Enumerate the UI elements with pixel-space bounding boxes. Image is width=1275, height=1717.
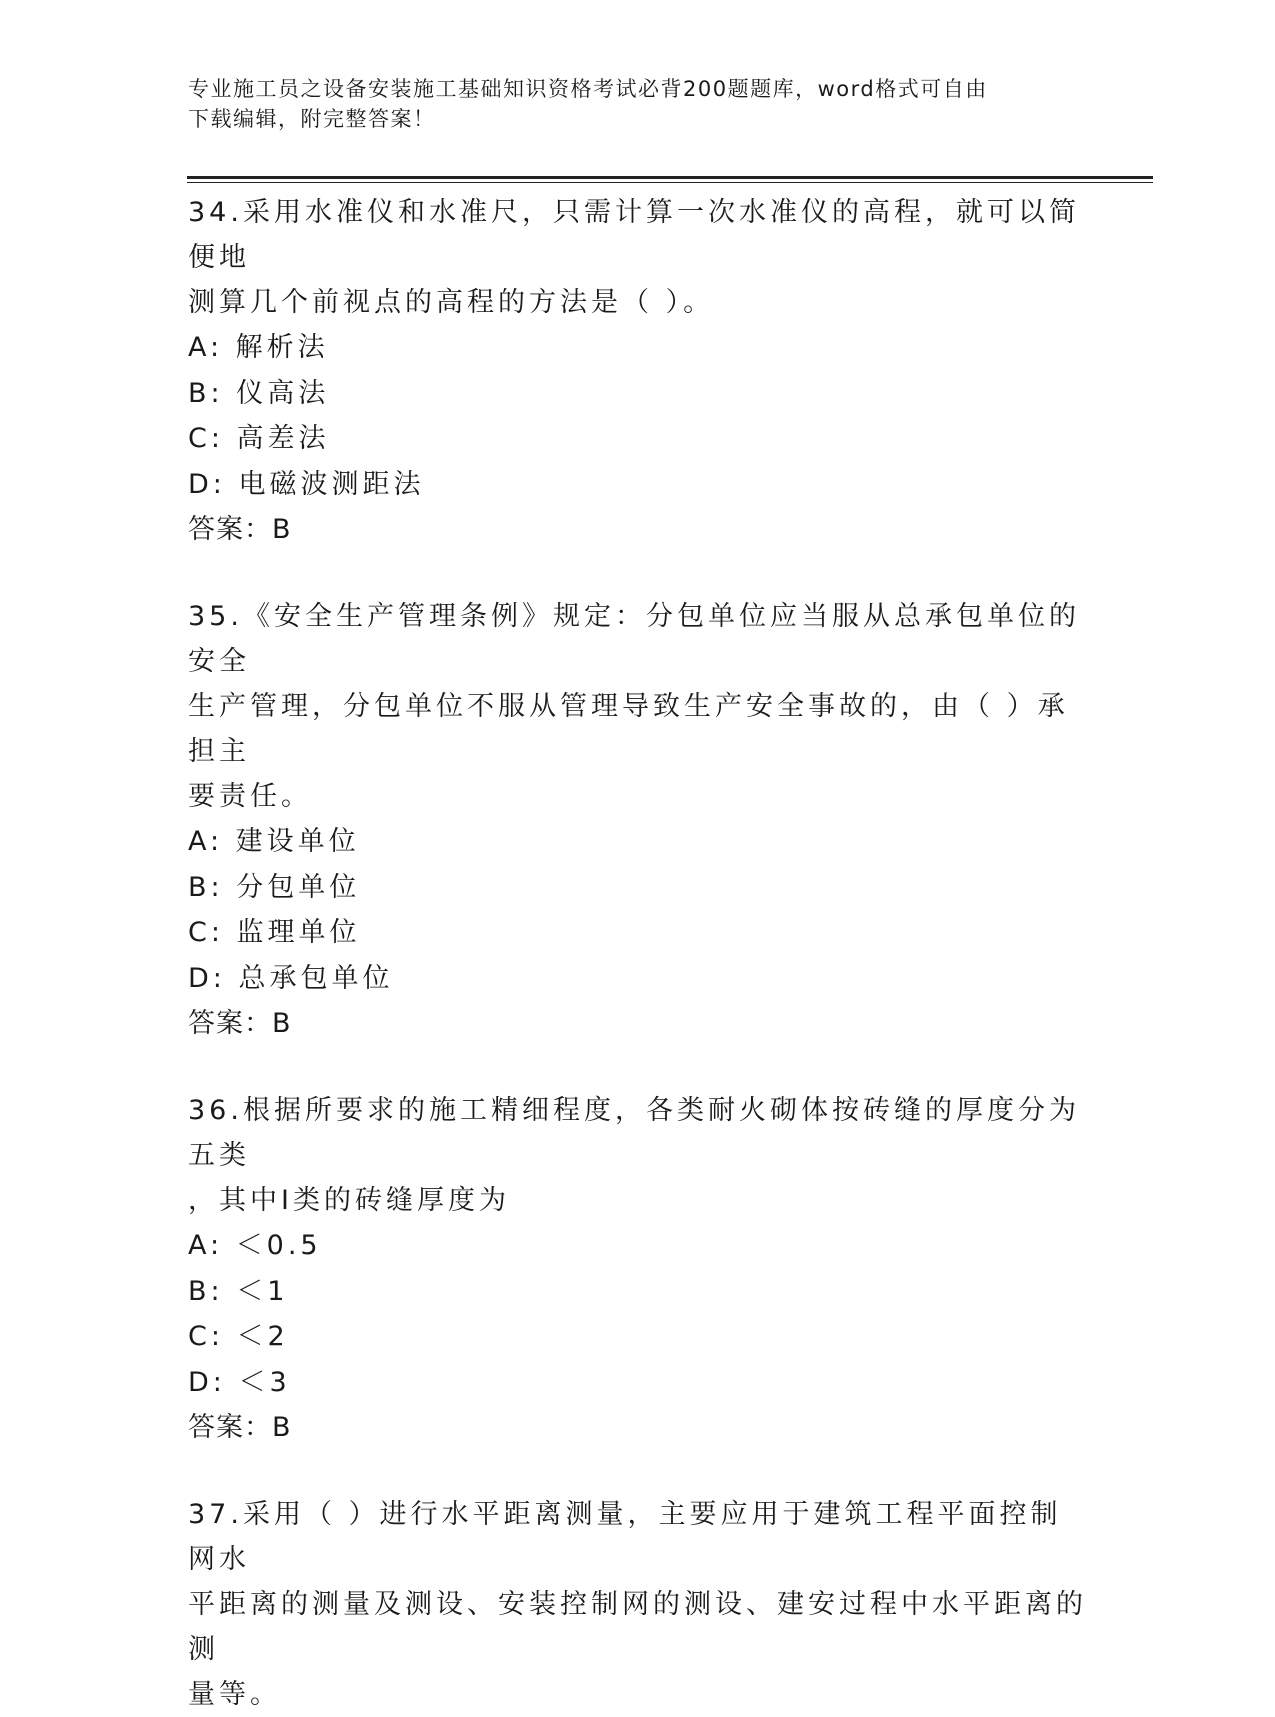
question-stem: 36.根据所要求的施工精细程度，各类耐火砌体按砖缝的厚度分为五类	[188, 1095, 1080, 1171]
answer: 答案：B	[188, 1008, 292, 1039]
option-d: D: 电磁波测距法	[188, 468, 425, 500]
question-stem: ，其中Ⅰ类的砖缝厚度为	[188, 1185, 510, 1216]
question-gap	[188, 1046, 1088, 1088]
option-a: A: 建设单位	[188, 826, 360, 857]
question-stem: 测算几个前视点的高程的方法是（ ）。	[188, 287, 715, 318]
header-line-2: 下载编辑，附完整答案！	[188, 107, 436, 131]
option-a: A: ＜0.5	[188, 1230, 322, 1261]
option-b: B: 分包单位	[188, 871, 361, 903]
header-rule-thick	[187, 176, 1153, 179]
question-gap	[188, 1450, 1088, 1492]
option-c: C: 监理单位	[188, 917, 361, 948]
question-stem: 34.采用水准仪和水准尺，只需计算一次水准仪的高程，就可以简便地	[188, 197, 1080, 273]
question-stem: 37.采用（ ）进行水平距离测量，主要应用于建筑工程平面控制网水	[188, 1499, 1062, 1575]
option-c: C: ＜2	[188, 1321, 289, 1352]
question-stem: 35.《安全生产管理条例》规定：分包单位应当服从总承包单位的安全	[188, 601, 1080, 677]
header-line-1: 专业施工员之设备安装施工基础知识资格考试必背200题题库，word格式可自由	[188, 77, 988, 101]
question-36	[188, 1088, 1088, 1450]
question-gap	[188, 552, 1088, 594]
option-a: A: 解析法	[188, 332, 329, 363]
question-stem: 生产管理，分包单位不服从管理导致生产安全事故的，由（ ）承担主	[188, 691, 1069, 767]
question-stem: 平距离的测量及测设、安装控制网的测设、建安过程中水平距离的测	[188, 1589, 1087, 1665]
answer: 答案：B	[188, 514, 292, 545]
option-d: D: 总承包单位	[188, 962, 394, 994]
question-35	[188, 594, 1088, 1046]
document-header	[188, 74, 1068, 134]
question-stem: 量等。	[188, 1679, 281, 1710]
question-list	[188, 190, 1088, 1717]
option-c: C: 高差法	[188, 423, 330, 454]
question-37	[188, 1492, 1088, 1717]
option-b: B: ＜1	[188, 1275, 289, 1307]
answer: 答案：B	[188, 1412, 292, 1443]
header-rule-thin	[187, 182, 1153, 183]
question-stem: 要责任。	[188, 781, 312, 812]
question-34	[188, 190, 1088, 552]
option-d: D: ＜3	[188, 1366, 291, 1398]
option-b: B: 仪高法	[188, 377, 330, 409]
